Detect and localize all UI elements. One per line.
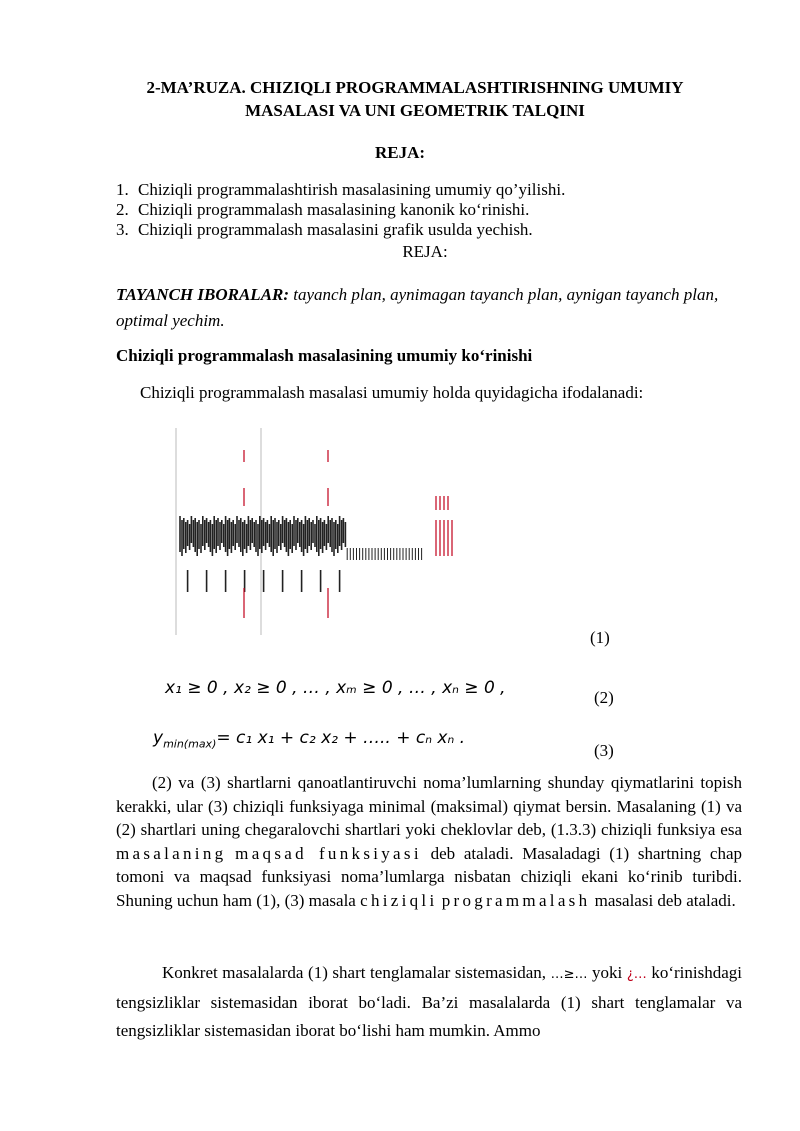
equation-system-image bbox=[170, 420, 470, 645]
plan-heading: REJA: bbox=[374, 143, 426, 162]
body-paragraph-1: (2) va (3) shartlarni qanoatlantiruvchi noma’lumlarning shunday qiymatlarini topish kerakki, ular (3) chiziqli funksiyaga minimal (maksimal) qiymat bersin. Masalaning (1) va (2) shartlari uning chegaralovchi shartlari yoki cheklovlar deb, (1.3.3) chiziqli funksiya esa masalaning maqsad funksiyasi deb ataladi. Masaladagi (1) shartning chap tomoni va maqsad funksiyasi noma’lumlarga nisbatan chiziqli ekani ko‘rinib turibdi. Shuning uchun ham (1), (3) masala chiziqli programmalash masalasi deb ataladi. bbox=[116, 773, 742, 910]
equation-objective bbox=[153, 728, 465, 750]
list-item: 1. Chiziqli programmalashtirish masalasining umumiy qo’yilishi. bbox=[116, 180, 566, 199]
equation-number-3: (3) bbox=[594, 741, 614, 760]
key-terms bbox=[116, 282, 742, 334]
plan-heading-repeat: REJA: bbox=[402, 242, 448, 261]
list-item: 2. Chiziqli programmalash masalasining kanonik ko‘rinishi. bbox=[116, 200, 530, 219]
equation-nonnegativity: x₁ ≥ 0 , x₂ ≥ 0 , … , xₘ ≥ 0 , … , xₙ ≥ 0 , bbox=[165, 678, 506, 698]
plan-list bbox=[116, 180, 565, 240]
key-terms-label: TAYANCH IBORALAR: bbox=[116, 285, 290, 304]
equation-number-1: (1) bbox=[590, 628, 610, 647]
key-terms-text: tayanch plan, aynimagan tayanch plan, aynigan tayanch plan, optimal yechim. bbox=[116, 285, 719, 330]
title-line-2: MASALASI VA UNI GEOMETRIK TALQINI bbox=[245, 101, 585, 120]
intro-text: Chiziqli programmalash masalasi umumiy holda quyidagicha ifodalanadi: bbox=[140, 383, 644, 402]
list-item: 3. Chiziqli programmalash masalasini grafik usulda yechish. bbox=[116, 220, 533, 239]
garbled-symbol: ¿… bbox=[626, 967, 647, 982]
inequality-symbol: …≥… bbox=[550, 967, 588, 982]
section-heading: Chiziqli programmalash masalasining umumiy ko‘rinishi bbox=[116, 346, 533, 365]
title-line-1: 2-MA’RUZA. CHIZIQLI PROGRAMMALASHTIRISHNING UMUMIY bbox=[146, 78, 684, 97]
equation-number-2: (2) bbox=[594, 688, 614, 707]
page-title bbox=[100, 76, 730, 122]
objective-y: y bbox=[153, 728, 164, 748]
objective-subscript: min(max) bbox=[163, 737, 217, 751]
objective-rhs: = c₁ x₁ + c₂ x₂ + ….. + cₙ xₙ . bbox=[216, 728, 466, 748]
body-paragraph-2: Konkret masalalarda (1) shart tenglamalar sistemasidan, …≥… yoki ¿… ko‘rinishdagi tengsizliklar sistemasidan iborat bo‘ladi. Ba’zi masalalarda (1) shart tenglamalar va tengsizliklar sistemasidan iborat bo‘lishi ham mumkin. Ammo bbox=[116, 963, 743, 1040]
